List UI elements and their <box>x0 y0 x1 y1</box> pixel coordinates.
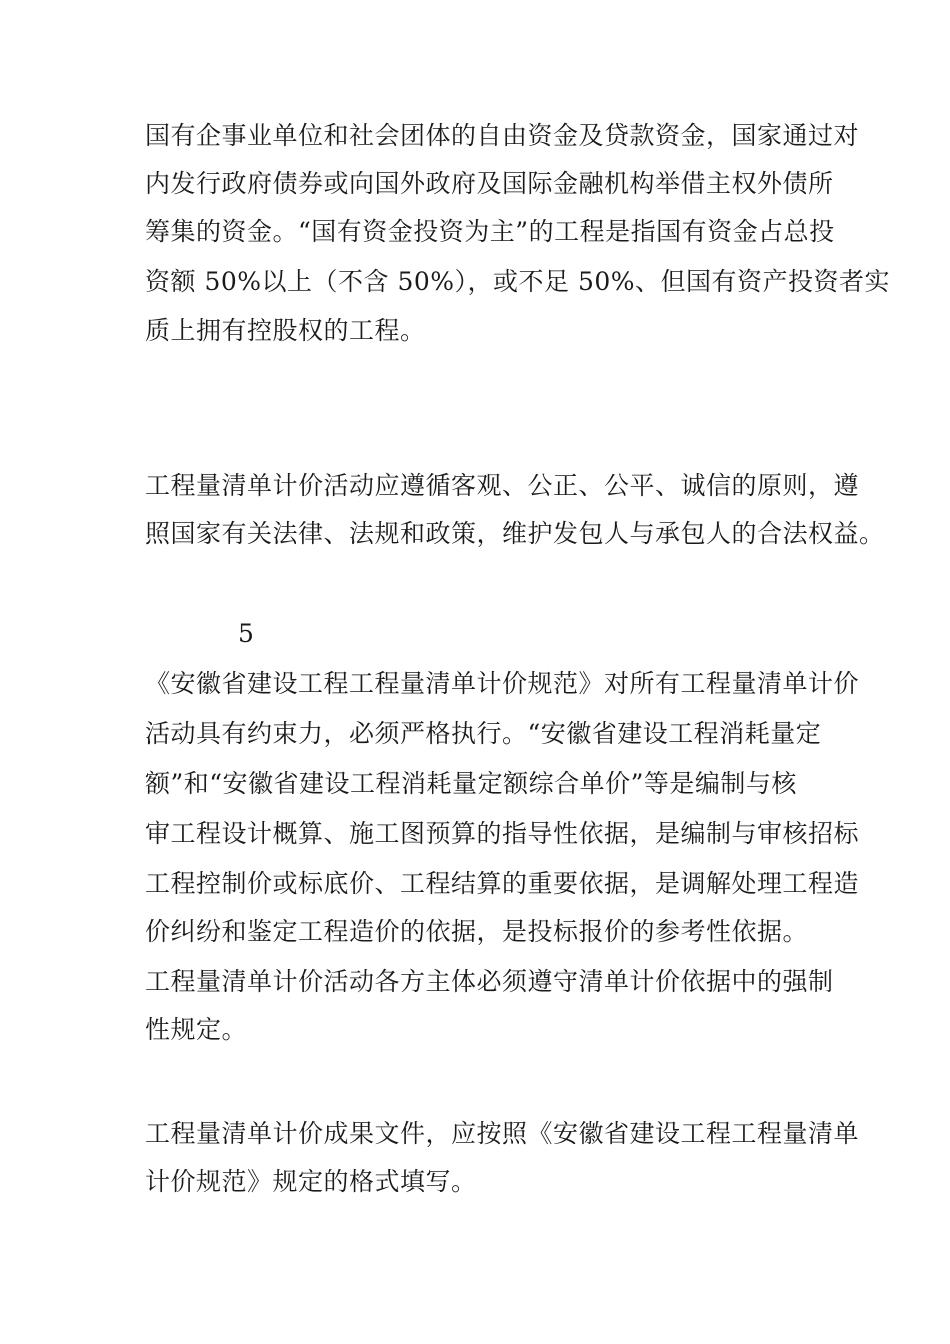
text-line: 工程量清单计价活动应遵循客观、公正、公平、诚信的原则，遵 <box>145 471 860 500</box>
section-number: 5 <box>238 619 255 648</box>
text-line: 质上拥有控股权的工程。 <box>145 316 426 345</box>
text-line: 价纠纷和鉴定工程造价的依据，是投标报价的参考性依据。 <box>145 917 809 946</box>
text-line: 性规定。 <box>145 1015 248 1044</box>
text-line: 国有企事业单位和社会团体的自由资金及贷款资金，国家通过对 <box>145 121 860 150</box>
text-line: 工程控制价或标底价、工程结算的重要依据，是调解处理工程造 <box>145 869 860 898</box>
text-line: 《安徽省建设工程工程量清单计价规范》对所有工程量清单计价 <box>145 669 860 698</box>
text-line: 活动具有约束力，必须严格执行。“安徽省建设工程消耗量定 <box>145 719 822 748</box>
text-line: 资额 50%以上（不含 50%），或不足 50%、但国有资产投资者实 <box>145 267 891 296</box>
text-line: 额”和“安徽省建设工程消耗量定额综合单价”等是编制与核 <box>145 769 797 798</box>
text-line: 照国家有关法律、法规和政策，维护发包人与承包人的合法权益。 <box>145 519 885 548</box>
text-line: 计价规范》规定的格式填写。 <box>145 1167 477 1196</box>
text-line: 筹集的资金。“国有资金投资为主”的工程是指国有资金占总投 <box>145 217 835 246</box>
text-line: 内发行政府债券或向国外政府及国际金融机构举借主权外债所 <box>145 169 834 198</box>
text-line: 工程量清单计价活动各方主体必须遵守清单计价依据中的强制 <box>145 967 834 996</box>
text-line: 工程量清单计价成果文件，应按照《安徽省建设工程工程量清单 <box>145 1119 860 1148</box>
text-line: 审工程设计概算、施工图预算的指导性依据，是编制与审核招标 <box>145 819 860 848</box>
